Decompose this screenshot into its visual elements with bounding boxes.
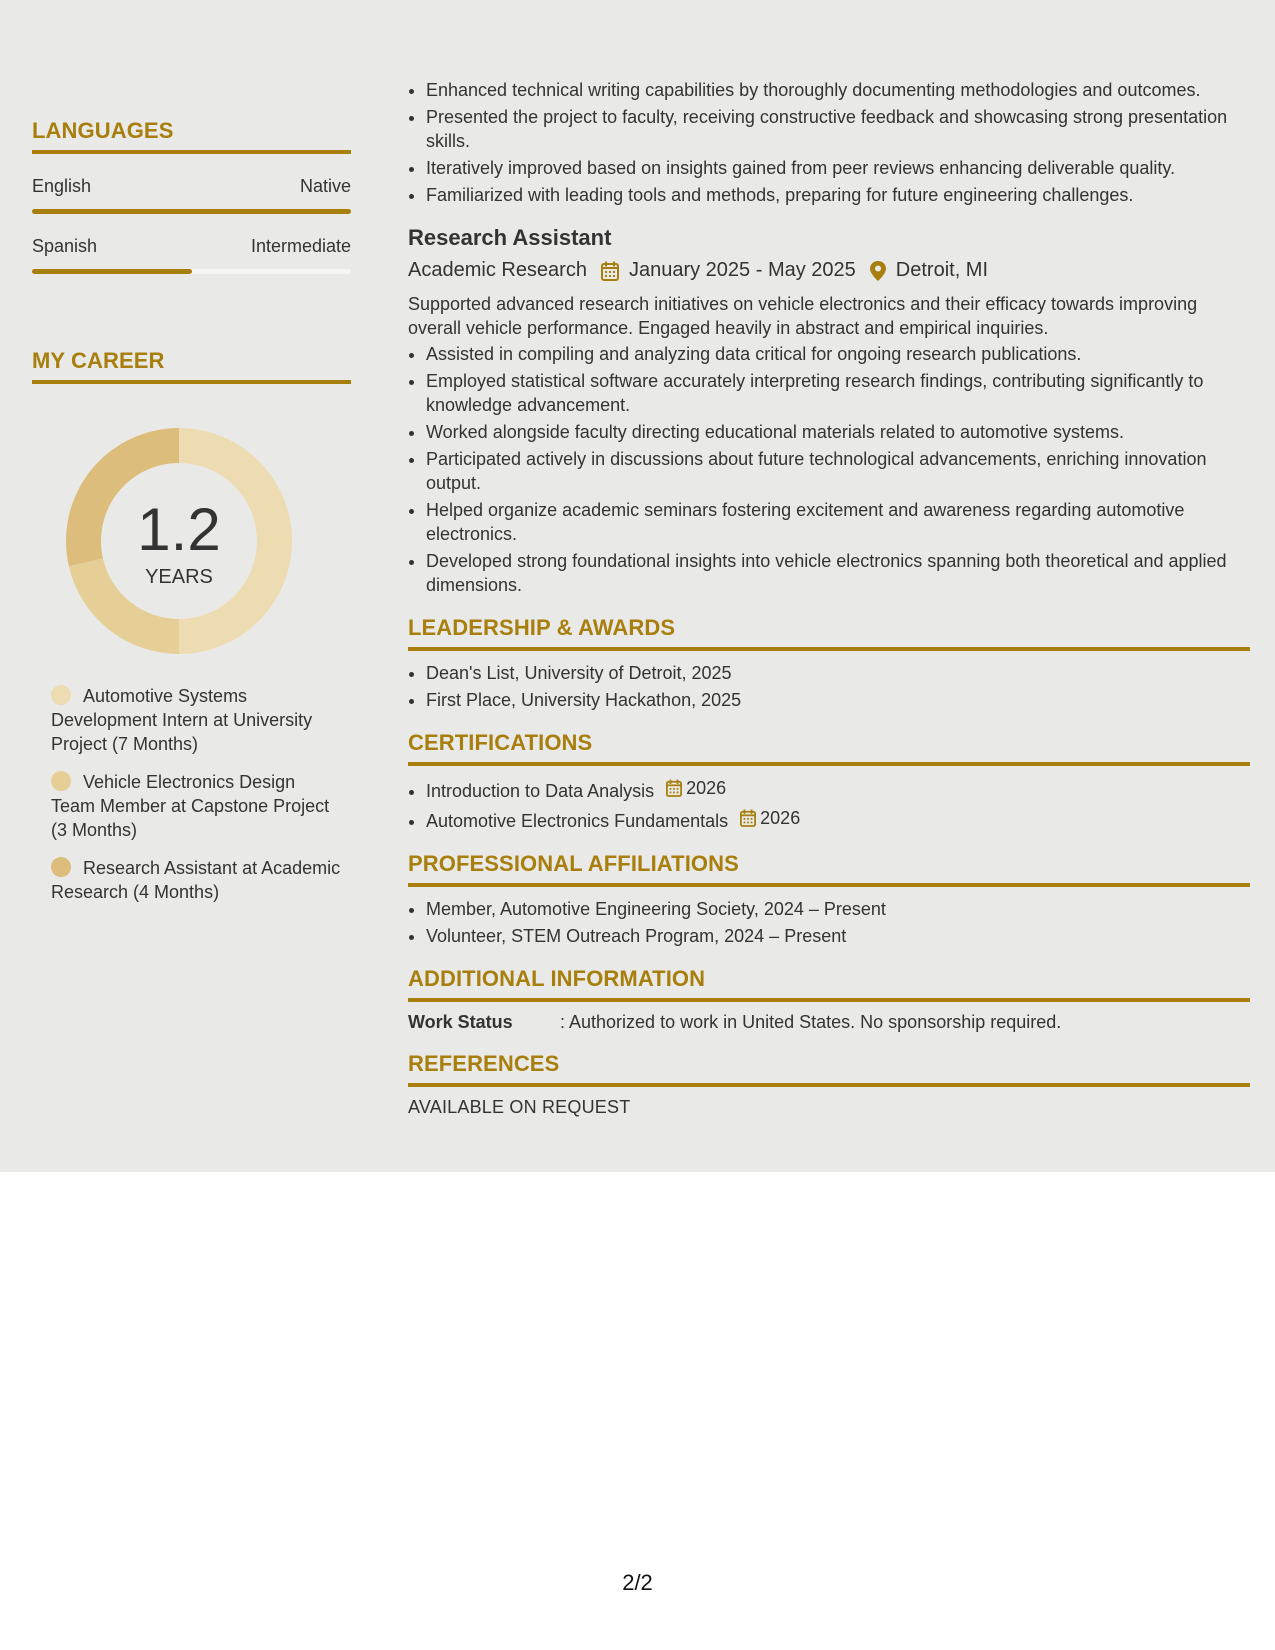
job-location: Detroit, MI (895, 259, 989, 281)
languages-heading: LANGUAGES (32, 118, 351, 154)
list-item (426, 776, 1250, 803)
cert-year: 2026 (686, 778, 727, 798)
right-column (408, 78, 1250, 1118)
list-item: • Helped organize academic seminars fostering excitement and awareness regarding automotive electronics. (426, 498, 1250, 546)
legend-dot (51, 685, 71, 705)
job-meta (408, 259, 1250, 282)
legend-label: Automotive Systems Development Intern at University Project (7 Months) (51, 686, 313, 754)
work-status-row (408, 1012, 1250, 1033)
leadership-heading: LEADERSHIP & AWARDS (408, 615, 1250, 651)
career-legend-item (51, 684, 341, 756)
references-section (408, 1051, 1250, 1118)
previous-job-bullets (408, 78, 1250, 207)
references-heading: REFERENCES (408, 1051, 1250, 1087)
job-bullets (408, 342, 1250, 597)
list-item: • Assisted in compiling and analyzing data critical for ongoing research publications. (426, 342, 1250, 366)
list-item: • Familiarized with leading tools and methods, preparing for future engineering challenges. (426, 183, 1250, 207)
cert-year: 2026 (760, 808, 801, 828)
language-item (32, 236, 351, 274)
career-total-years: 1.2 (137, 496, 221, 563)
language-proficiency-bar (32, 269, 351, 274)
leadership-section (408, 615, 1250, 712)
career-heading: MY CAREER (32, 348, 351, 384)
calendar-icon (601, 261, 619, 281)
language-name: Spanish (32, 236, 98, 256)
language-proficiency-fill (32, 209, 351, 214)
career-legend-item (51, 856, 341, 904)
job-dates: January 2025 - May 2025 (628, 259, 856, 281)
career-donut-chart (66, 428, 292, 654)
list-item: • Iteratively improved based on insights gained from peer reviews enhancing deliverable quality. (426, 156, 1250, 180)
language-name: English (32, 176, 92, 196)
list-item: • Worked alongside faculty directing educational materials related to automotive systems. (426, 420, 1250, 444)
references-text: AVAILABLE ON REQUEST (408, 1097, 631, 1117)
language-proficiency-bar (32, 209, 351, 214)
job-title: Research Assistant (408, 225, 612, 250)
certifications-heading: CERTIFICATIONS (408, 730, 1250, 766)
additional-info-section (408, 966, 1250, 1033)
language-item (32, 176, 351, 214)
cert-name: Introduction to Data Analysis (426, 781, 655, 801)
legend-dot (51, 771, 71, 791)
language-proficiency-fill (32, 269, 192, 274)
work-status-value: : Authorized to work in United States. No sponsorship required. (560, 1012, 1062, 1032)
list-item: • Volunteer, STEM Outreach Program, 2024 – Present (426, 924, 1250, 948)
legend-label: Vehicle Electronics Design Team Member at Capstone Project (3 Months) (51, 772, 330, 840)
list-item: • Participated actively in discussions about future technological advancements, enriching innovation output. (426, 447, 1250, 495)
calendar-icon (666, 779, 682, 797)
additional-info-heading: ADDITIONAL INFORMATION (408, 966, 1250, 1002)
legend-dot (51, 857, 71, 877)
list-item: • Enhanced technical writing capabilities by thoroughly documenting methodologies and outcomes. (426, 78, 1250, 102)
page-indicator: 2/2 (622, 1570, 653, 1595)
list-item: • Dean's List, University of Detroit, 2025 (426, 661, 1250, 685)
career-legend-item (51, 770, 341, 842)
affiliations-heading: PROFESSIONAL AFFILIATIONS (408, 851, 1250, 887)
list-item (426, 806, 1250, 833)
language-level: Native (299, 176, 351, 196)
career-years-label: YEARS (145, 566, 213, 588)
certifications-section (408, 730, 1250, 833)
calendar-icon (740, 809, 756, 827)
job-company: Academic Research (408, 259, 587, 281)
map-pin-icon (870, 261, 886, 281)
list-item: • First Place, University Hackathon, 2025 (426, 688, 1250, 712)
list-item: • Member, Automotive Engineering Society, 2024 – Present (426, 897, 1250, 921)
work-status-label: Work Status (408, 1012, 513, 1032)
affiliations-section (408, 851, 1250, 948)
left-column (32, 118, 351, 918)
cert-name: Automotive Electronics Fundamentals (426, 811, 729, 831)
list-item: • Developed strong foundational insights into vehicle electronics spanning both theoretical and applied dimensions. (426, 549, 1250, 597)
list-item: • Presented the project to faculty, receiving constructive feedback and showcasing strong presentation skills. (426, 105, 1250, 153)
list-item: • Employed statistical software accurately interpreting research findings, contributing significantly to knowledge advancement. (426, 369, 1250, 417)
job-description: Supported advanced research initiatives on vehicle electronics and their efficacy towards improving overall vehicle performance. Engaged heavily in abstract and empirical inquiries. (408, 294, 1198, 338)
career-legend (51, 684, 341, 904)
language-level: Intermediate (250, 236, 351, 256)
legend-label: Research Assistant at Academic Research (4 Months) (51, 858, 341, 902)
